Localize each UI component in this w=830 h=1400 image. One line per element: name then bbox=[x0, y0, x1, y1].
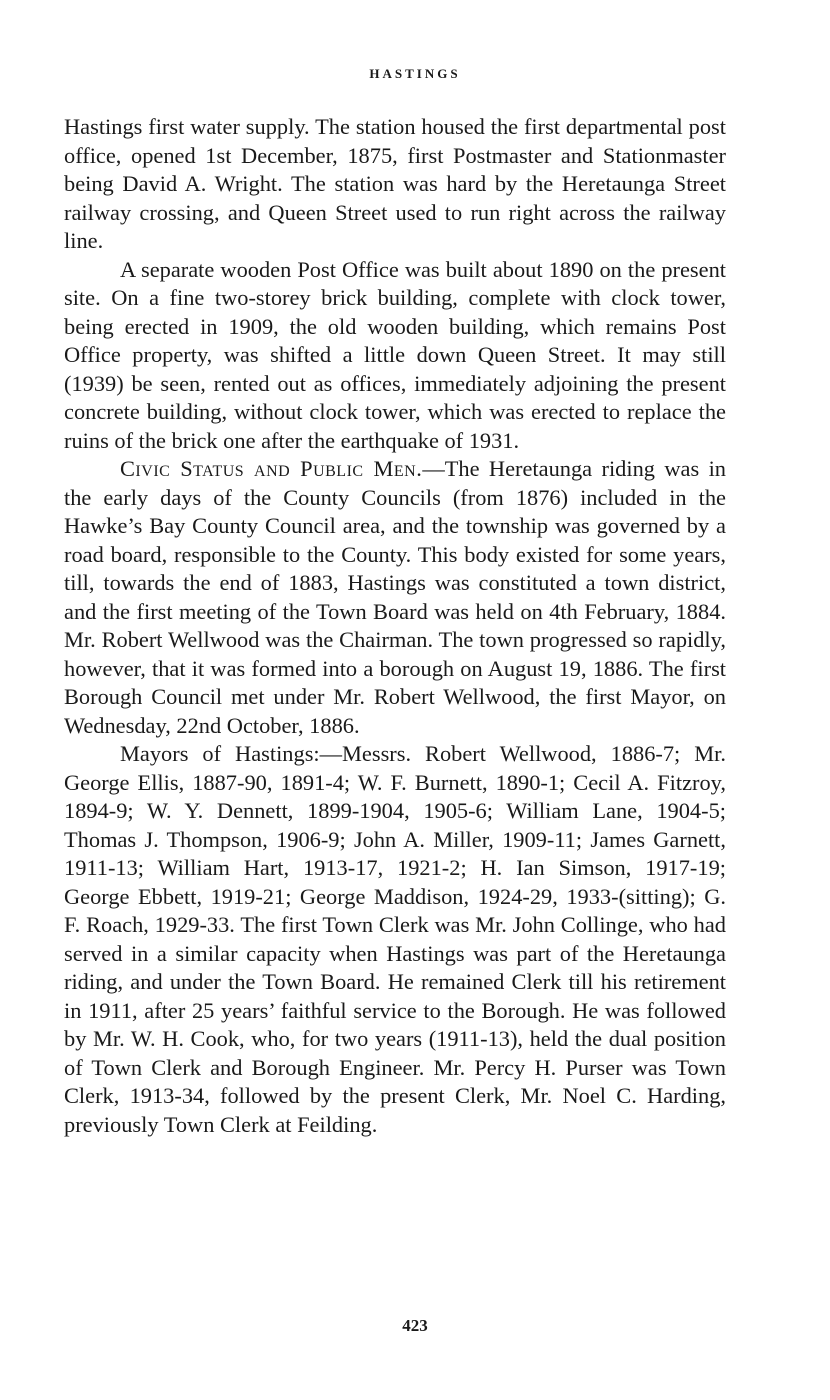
paragraph-post-office: A separate wooden Post Office was built about 1890 on the present site. On a fine two-storey brick building, complete with clock tower, being erected in 1909, the old wooden building, which remains Post Office property, was shifted a little down Queen Street. It may still (1939) be seen, rented out as offices, immediately adjoining the present concrete building, without clock tower, which was erected to replace the ruins of the brick one after the earthquake of 1931. bbox=[64, 256, 726, 453]
paragraph-mayors: Mayors of Hastings:—Messrs. Robert Wellwood, 1886-7; Mr. George Ellis, 1887-90, 1891-4; W. F. Burnett, 1890-1; Cecil A. Fitzroy, 1894-9; W. Y. Dennett, 1899-1904, 1905-6; William Lane, 1904-5; Thomas J. Thompson, 1906-9; John A. Miller, 1909-11; James Garnett, 1911-13; William Hart, 1913-17, 1921-2; H. Ian Simson, 1917-19; George Ebbett, 1919-21; George Maddison, 1924-29, 1933-(sitting); G. F. Roach, 1929-33. The first Town Clerk was Mr. John Collinge, who had served in a similar capacity when Hastings was part of the Heretaunga riding, and under the Town Board. He remained Clerk till his retirement in 1911, after 25 years’ faithful service to the Borough. He was followed by Mr. W. H. Cook, who, for two years (1911-13), held the dual position of Town Clerk and Borough Engineer. Mr. Percy H. Purser was Town Clerk, 1913-34, followed by the present Clerk, Mr. Noel C. Harding, previously Town Clerk at Feilding. bbox=[64, 741, 726, 1137]
body-text bbox=[64, 113, 726, 1139]
paragraph-water-supply: Hastings first water supply. The station housed the first departmental post office, opened 1st December, 1875, first Postmaster and Stationmaster being David A. Wright. The station was hard by the Heretaunga Street railway crossing, and Queen Street used to run right across the railway line. bbox=[64, 114, 726, 253]
running-head: HASTINGS bbox=[369, 66, 461, 81]
page-number: 423 bbox=[402, 1316, 428, 1335]
section-heading-civic-status: Civic Status and Public Men. bbox=[120, 456, 423, 481]
paragraph-civic-status bbox=[64, 455, 726, 740]
civic-status-text: —The Heretaunga riding was in the early days of the County Councils (from 1876) included in the Hawke’s Bay County Council area, and the township was governed by a road board, responsible to the County. This body existed for some years, till, towards the end of 1883, Hastings was constituted a town district, and the first meeting of the Town Board was held on 4th February, 1884. Mr. Robert Wellwood was the Chairman. The town progressed so rapidly, however, that it was formed into a borough on August 19, 1886. The first Borough Council met under Mr. Robert Wellwood, the first Mayor, on Wednesday, 22nd October, 1886. bbox=[64, 456, 726, 738]
